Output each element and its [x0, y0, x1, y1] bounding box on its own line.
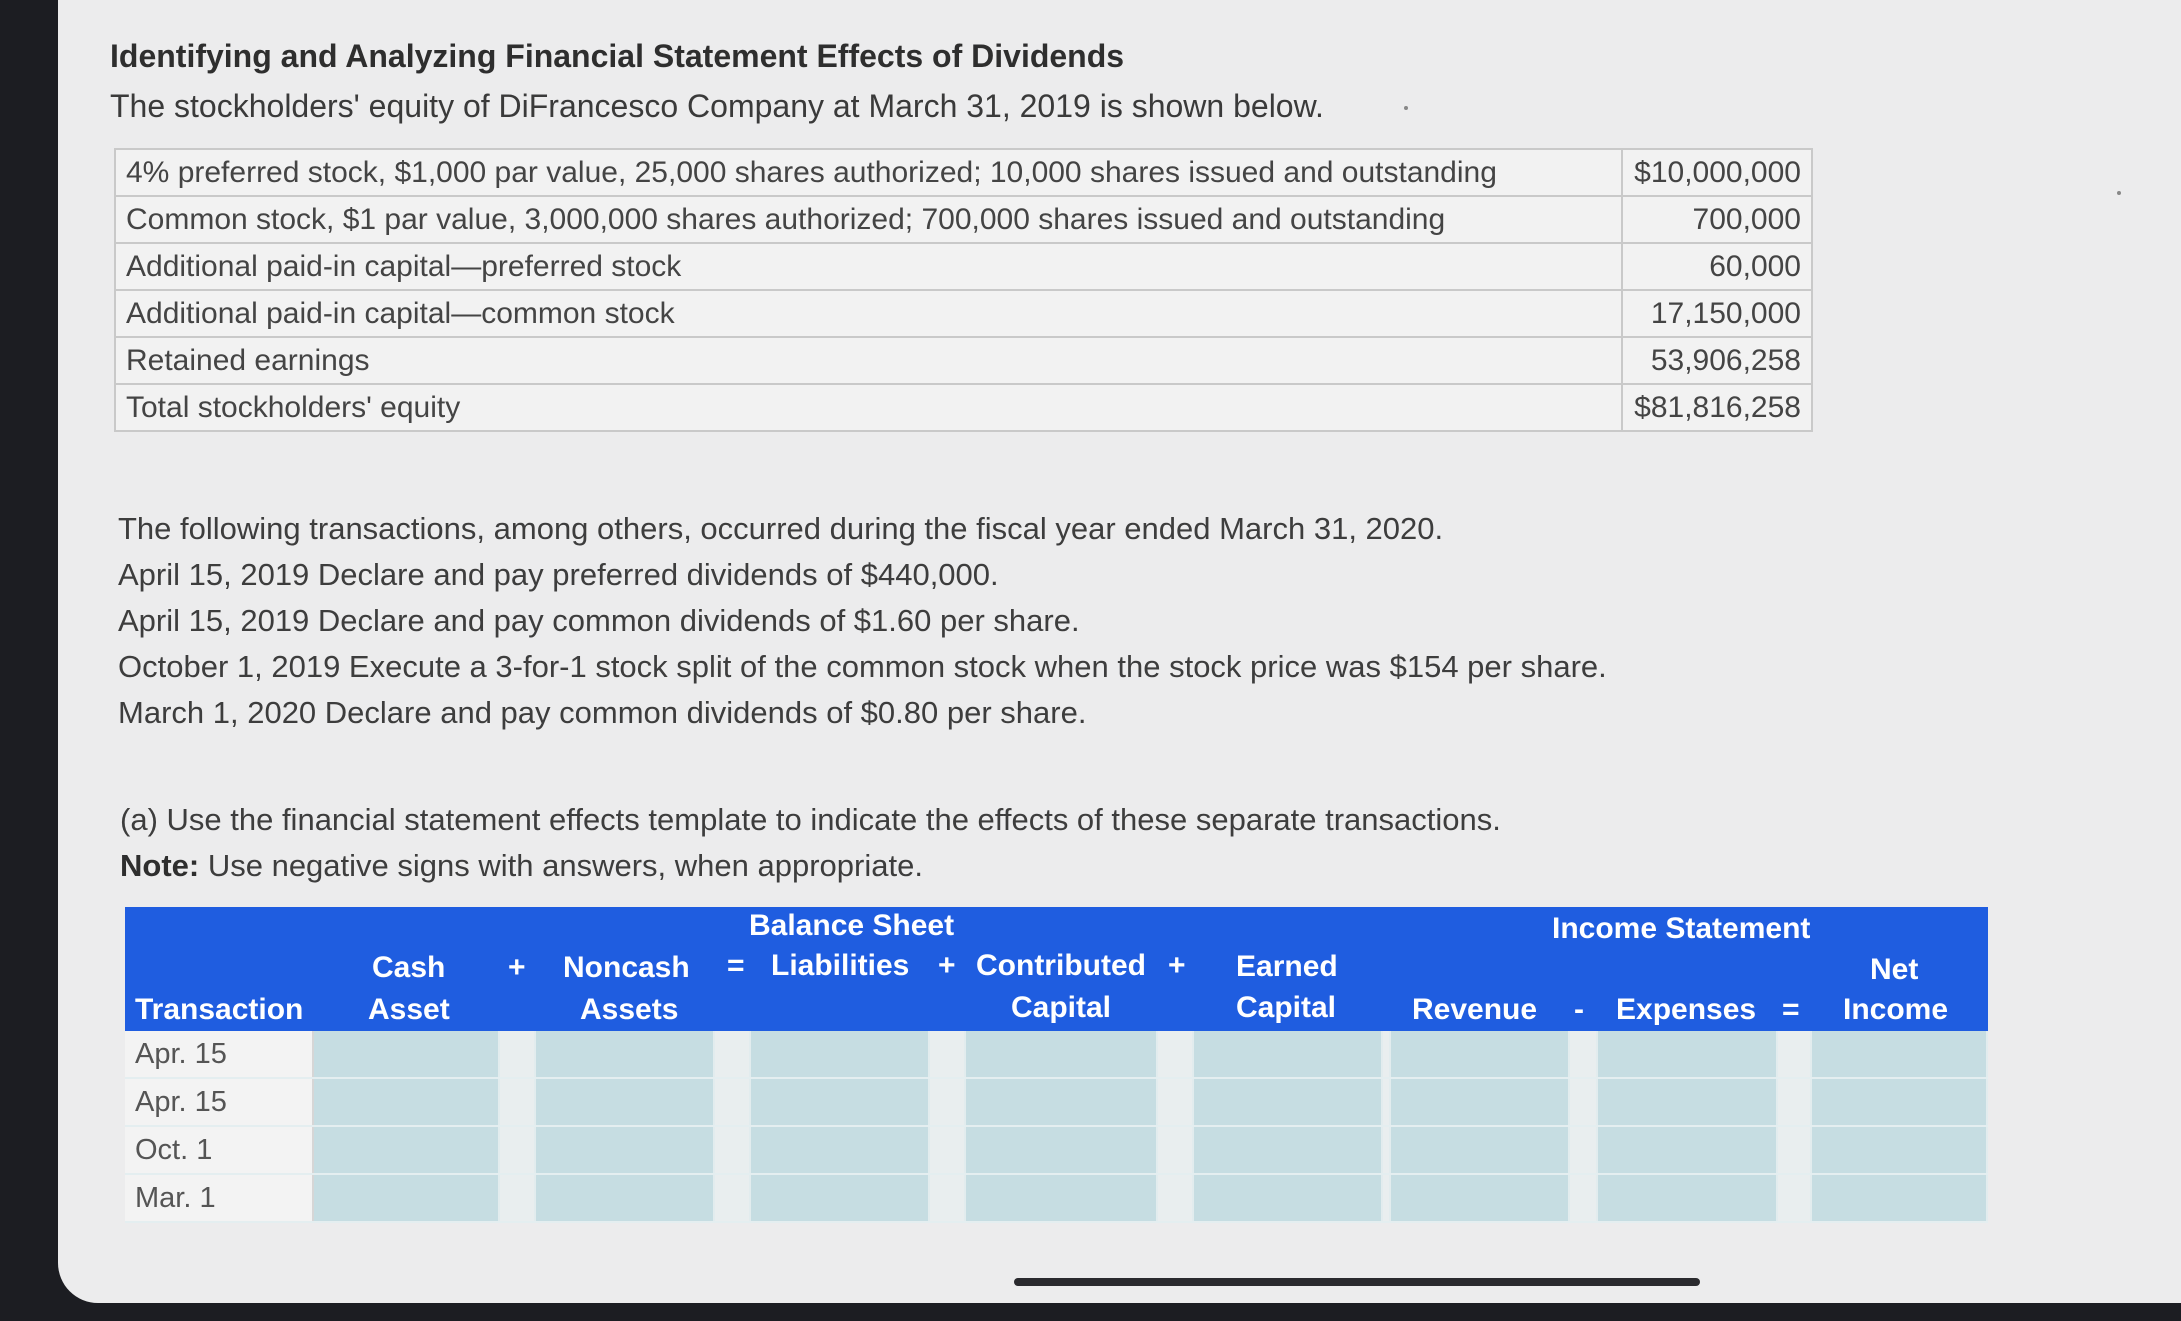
equity-amount: 17,150,000 — [1622, 290, 1812, 337]
header-revenue: Revenue — [1412, 993, 1538, 1026]
operator-cell — [500, 1079, 536, 1125]
header-plus: + — [508, 951, 526, 984]
transaction-date: Oct. 1 — [125, 1127, 314, 1173]
table-row — [115, 384, 1812, 431]
header-plus: + — [1168, 949, 1186, 982]
equity-amount: $81,816,258 — [1622, 384, 1812, 431]
operator-cell — [715, 1127, 751, 1173]
note-text: Use negative signs with answers, when appropriate. — [199, 848, 923, 883]
noncash-assets-input[interactable] — [536, 1079, 715, 1125]
note-line — [120, 843, 1501, 889]
liabilities-input[interactable] — [751, 1079, 930, 1125]
separator-cell — [1383, 1031, 1391, 1077]
expenses-input[interactable] — [1598, 1175, 1777, 1221]
liabilities-input[interactable] — [751, 1127, 930, 1173]
operator-cell — [715, 1031, 751, 1077]
noncash-assets-input[interactable] — [536, 1175, 715, 1221]
cash-asset-input[interactable] — [314, 1127, 499, 1173]
operator-cell — [715, 1175, 751, 1221]
note-label: Note: — [120, 848, 200, 883]
equity-amount: 60,000 — [1622, 243, 1812, 290]
operator-cell — [930, 1031, 966, 1077]
operator-cell — [1570, 1079, 1598, 1125]
header-liabilities: Liabilities — [771, 949, 910, 982]
cash-asset-input[interactable] — [314, 1175, 499, 1221]
net-income-input[interactable] — [1812, 1079, 1988, 1125]
operator-cell — [1778, 1175, 1812, 1221]
operator-cell — [1158, 1031, 1194, 1077]
header-expenses: Expenses — [1616, 993, 1757, 1026]
income-statement-label: Income Statement — [1552, 912, 1811, 945]
table-row — [115, 337, 1812, 384]
operator-cell — [930, 1175, 966, 1221]
expenses-input[interactable] — [1598, 1127, 1777, 1173]
revenue-input[interactable] — [1391, 1175, 1570, 1221]
table-row — [125, 1031, 1988, 1079]
operator-cell — [500, 1175, 536, 1221]
operator-cell — [1570, 1127, 1598, 1173]
table-row — [115, 149, 1812, 196]
operator-cell — [1158, 1079, 1194, 1125]
stockholders-equity-table — [114, 148, 1813, 432]
earned-capital-input[interactable] — [1194, 1127, 1383, 1173]
revenue-input[interactable] — [1391, 1031, 1570, 1077]
equity-amount: 700,000 — [1622, 196, 1812, 243]
equity-label: 4% preferred stock, $1,000 par value, 25,000 shares authorized; 10,000 shares issued and outstanding — [115, 149, 1622, 196]
operator-cell — [715, 1079, 751, 1125]
horizontal-scrollbar[interactable] — [1014, 1278, 1700, 1286]
operator-cell — [500, 1127, 536, 1173]
equity-label: Retained earnings — [115, 337, 1622, 384]
separator-cell — [1383, 1127, 1391, 1173]
net-income-input[interactable] — [1812, 1175, 1988, 1221]
operator-cell — [1778, 1079, 1812, 1125]
transaction-item: October 1, 2019 Execute a 3-for-1 stock split of the common stock when the stock price was $154 per share. — [118, 649, 1607, 684]
page-title: Identifying and Analyzing Financial Statement Effects of Dividends — [110, 38, 1125, 74]
header-transaction: Transaction — [135, 993, 304, 1026]
operator-cell — [1158, 1127, 1194, 1173]
contributed-capital-input[interactable] — [966, 1127, 1157, 1173]
header-net: Net — [1870, 953, 1919, 986]
header-earned: Earned — [1236, 950, 1338, 983]
contributed-capital-input[interactable] — [966, 1079, 1157, 1125]
operator-cell — [500, 1031, 536, 1077]
expenses-input[interactable] — [1598, 1031, 1777, 1077]
equity-amount: $10,000,000 — [1622, 149, 1812, 196]
noncash-assets-input[interactable] — [536, 1127, 715, 1173]
net-income-input[interactable] — [1812, 1127, 1988, 1173]
operator-cell — [1778, 1031, 1812, 1077]
transactions-intro: The following transactions, among others, occurred during the fiscal year ended March 31, 2020. — [118, 511, 1444, 546]
noncash-assets-input[interactable] — [536, 1031, 715, 1077]
header-equals: = — [727, 949, 745, 982]
table-row — [125, 1079, 1988, 1127]
operator-cell — [1570, 1175, 1598, 1221]
contributed-capital-input[interactable] — [966, 1031, 1157, 1077]
operator-cell — [1158, 1175, 1194, 1221]
table-row — [115, 243, 1812, 290]
header-contributed: Contributed — [976, 949, 1146, 982]
operator-cell — [1570, 1031, 1598, 1077]
transaction-date: Mar. 1 — [125, 1175, 314, 1221]
operator-cell — [930, 1127, 966, 1173]
header-cash: Cash — [372, 951, 446, 984]
transaction-date: Apr. 15 — [125, 1079, 314, 1125]
equity-label: Total stockholders' equity — [115, 384, 1622, 431]
dust-dot — [1404, 106, 1408, 110]
revenue-input[interactable] — [1391, 1127, 1570, 1173]
earned-capital-input[interactable] — [1194, 1175, 1383, 1221]
header-equals: = — [1782, 993, 1800, 1026]
table-row — [115, 290, 1812, 337]
header-minus: - — [1574, 993, 1584, 1026]
expenses-input[interactable] — [1598, 1079, 1777, 1125]
equity-label: Additional paid-in capital—preferred stock — [115, 243, 1622, 290]
equity-amount: 53,906,258 — [1622, 337, 1812, 384]
table-row — [115, 196, 1812, 243]
header-assets: Assets — [580, 993, 679, 1026]
template-header — [125, 907, 1988, 1031]
transaction-item: April 15, 2019 Declare and pay preferred dividends of $440,000. — [118, 557, 999, 592]
header-plus: + — [938, 949, 956, 982]
cash-asset-input[interactable] — [314, 1079, 499, 1125]
earned-capital-input[interactable] — [1194, 1031, 1383, 1077]
instruction-line: (a) Use the financial statement effects template to indicate the effects of these separate transactions. — [120, 802, 1501, 837]
contributed-capital-input[interactable] — [966, 1175, 1157, 1221]
equity-label: Additional paid-in capital—common stock — [115, 290, 1622, 337]
net-income-input[interactable] — [1812, 1031, 1988, 1077]
liabilities-input[interactable] — [751, 1031, 930, 1077]
equity-label: Common stock, $1 par value, 3,000,000 shares authorized; 700,000 shares issued and outstanding — [115, 196, 1622, 243]
earned-capital-input[interactable] — [1194, 1079, 1383, 1125]
table-row — [125, 1175, 1988, 1223]
header-earned-capital: Capital — [1236, 991, 1337, 1024]
table-row — [125, 1127, 1988, 1175]
header-asset: Asset — [368, 993, 450, 1026]
header-income: Income — [1843, 993, 1949, 1026]
dust-dot — [2117, 191, 2121, 195]
transaction-item: March 1, 2020 Declare and pay common dividends of $0.80 per share. — [118, 695, 1087, 730]
instructions — [120, 797, 1501, 889]
liabilities-input[interactable] — [751, 1175, 930, 1221]
transaction-item: April 15, 2019 Declare and pay common dividends of $1.60 per share. — [118, 603, 1080, 638]
balance-sheet-label: Balance Sheet — [749, 909, 955, 942]
template-body — [125, 1031, 1988, 1223]
transaction-date: Apr. 15 — [125, 1031, 314, 1077]
page-subtitle: The stockholders' equity of DiFrancesco Company at March 31, 2019 is shown below. — [110, 88, 1324, 124]
separator-cell — [1383, 1175, 1391, 1221]
operator-cell — [1778, 1127, 1812, 1173]
operator-cell — [930, 1079, 966, 1125]
header-noncash: Noncash — [563, 951, 690, 984]
separator-cell — [1383, 1079, 1391, 1125]
cash-asset-input[interactable] — [314, 1031, 499, 1077]
header-contributed-capital: Capital — [1011, 991, 1112, 1024]
revenue-input[interactable] — [1391, 1079, 1570, 1125]
transactions-list — [118, 506, 1607, 736]
financial-effects-template — [125, 907, 1988, 1223]
